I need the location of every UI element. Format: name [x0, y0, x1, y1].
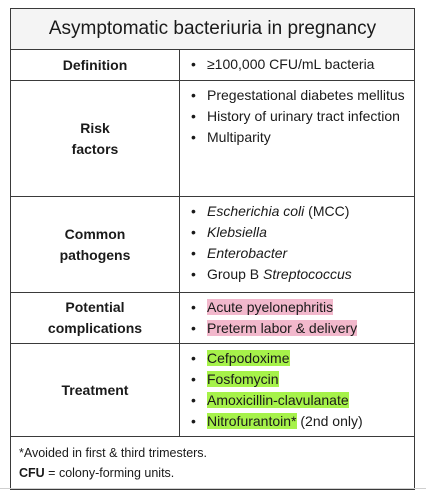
list-item	[188, 390, 406, 411]
label-risk-factors	[11, 81, 180, 196]
label-pathogens-line1: Common	[64, 225, 126, 242]
list-item: • Pregestational diabetes mellitus	[188, 85, 406, 106]
content-risk-factors	[180, 81, 414, 196]
treatment-note: (2nd only)	[296, 413, 363, 429]
list-item	[188, 201, 406, 222]
footnote	[11, 437, 414, 489]
label-complications	[11, 293, 180, 343]
divider	[0, 488, 426, 489]
highlighted-treatment: Fosfomycin	[207, 371, 279, 387]
label-complications-line1: Potential	[65, 299, 125, 315]
label-risk-line1: Risk	[80, 119, 110, 136]
list-item: • Multiparity	[188, 127, 406, 148]
label-treatment-text: Treatment	[61, 381, 129, 398]
row-pathogens	[11, 197, 414, 293]
highlighted-treatment: Amoxicillin-clavulanate	[207, 392, 349, 408]
highlighted-treatment: Nitrofurantoin*	[207, 413, 297, 429]
pathogen-name: Klebsiella	[207, 224, 267, 240]
pathogen-prefix: Group B	[207, 266, 264, 282]
info-table	[10, 8, 415, 490]
list-item: • ≥100,000 CFU/mL bacteria	[188, 54, 406, 75]
abbreviation-definition: = colony-forming units.	[44, 466, 175, 480]
list-item	[188, 318, 406, 339]
list-item	[188, 348, 406, 369]
highlighted-complication: Preterm labor & delivery	[207, 320, 358, 336]
list-item	[188, 222, 406, 243]
list-item	[188, 264, 406, 285]
pathogen-name: Escherichia coli	[207, 203, 305, 219]
label-pathogens-line2: pathogens	[59, 246, 131, 263]
content-definition	[180, 50, 414, 80]
label-risk-line2: factors	[71, 140, 119, 157]
pathogen-name: Streptococcus	[263, 266, 352, 282]
row-complications	[11, 293, 414, 344]
highlighted-complication: Acute pyelonephritis	[207, 299, 334, 315]
content-complications	[180, 293, 414, 343]
label-definition	[11, 50, 180, 80]
footnote-line: *Avoided in first & third trimesters.	[19, 446, 208, 460]
content-pathogens	[180, 197, 414, 292]
label-complications-line2: complications	[47, 320, 143, 336]
row-definition	[11, 50, 414, 81]
label-treatment	[11, 344, 180, 436]
list-item	[188, 243, 406, 264]
list-item	[188, 297, 406, 318]
abbreviation: CFU	[19, 466, 45, 480]
row-treatment	[11, 344, 414, 437]
row-risk-factors	[11, 81, 414, 197]
pathogen-name: Enterobacter	[207, 245, 288, 261]
list-item	[188, 411, 406, 432]
table-title: Asymptomatic bacteriuria in pregnancy	[11, 9, 414, 50]
pathogen-note: (MCC)	[304, 203, 350, 219]
label-definition-text: Definition	[62, 56, 128, 73]
highlighted-treatment: Cefpodoxime	[207, 350, 290, 366]
list-item	[188, 369, 406, 390]
list-item: • History of urinary tract infection	[188, 106, 406, 127]
footnote-line	[19, 463, 406, 483]
label-pathogens	[11, 197, 180, 292]
content-treatment	[180, 344, 414, 436]
